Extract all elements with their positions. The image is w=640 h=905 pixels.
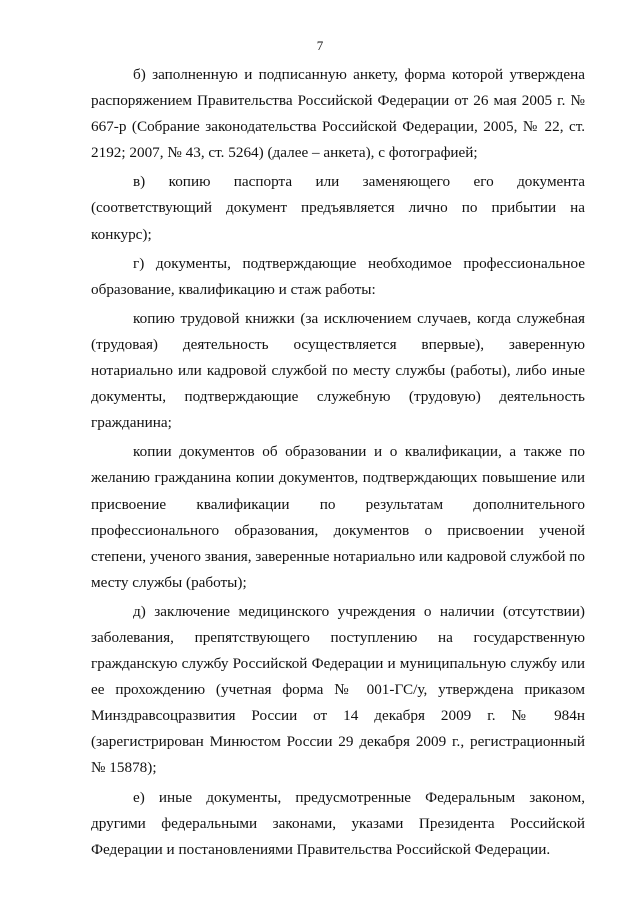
paragraph-item-v: в) копию паспорта или заменяющего его документа (соответствующий документ предъявляется лично по прибытии на конкурс);: [91, 173, 585, 243]
paragraph-education-docs: копии документов об образовании и о квалификации, а также по желанию гражданина копии документов, подтверждающих повышение или присвоение квалификации по результатам дополнительного профессионального образования, документов о присвоении ученой степени, ученого звания, заверенные нотариально или кадровой службой по месту службы (работы);: [91, 443, 585, 591]
paragraph-item-e: е) иные документы, предусмотренные Федеральным законом, другими федеральными законами, указами Президента Российской Федерации и постановлениями Правительства Российской Федерации.: [91, 788, 585, 858]
paragraph-item-d: д) заключение медицинского учреждения о наличии (отсутствии) заболевания, препятствующего поступлению на государственную гражданскую службу Российской Федерации и муниципальную службу или ее прохождению (учетная форма № 001-ГС/у, утверждена приказом Минздравсоцразвития России от 14 декабря 2009 г. № 984н (зарегистрирован Минюстом России 29 декабря 2009 г., регистрационный № 15878);: [91, 602, 585, 777]
paragraph-work-record: копию трудовой книжки (за исключением случаев, когда служебная (трудовая) деятельность осуществляется впервые), заверенную нотариально или кадровой службой по месту службы (работы), либо иные документы, подтверждающие служебную (трудовую) деятельность гражданина;: [91, 309, 585, 432]
paragraph-item-b: б) заполненную и подписанную анкету, форма которой утверждена распоряжением Правительства Российской Федерации от 26 мая 2005 г. № 667-р (Собрание законодательства Российской Федерации, 2005, № 22, ст. 2192; 2007, № 43, ст. 5264) (далее – анкета), с фотографией;: [91, 66, 585, 162]
document-body: [91, 62, 585, 863]
paragraph-item-g: г) документы, подтверждающие необходимое профессиональное образование, квалификацию и стаж работы:: [91, 254, 585, 298]
page-number: 7: [316, 38, 324, 53]
